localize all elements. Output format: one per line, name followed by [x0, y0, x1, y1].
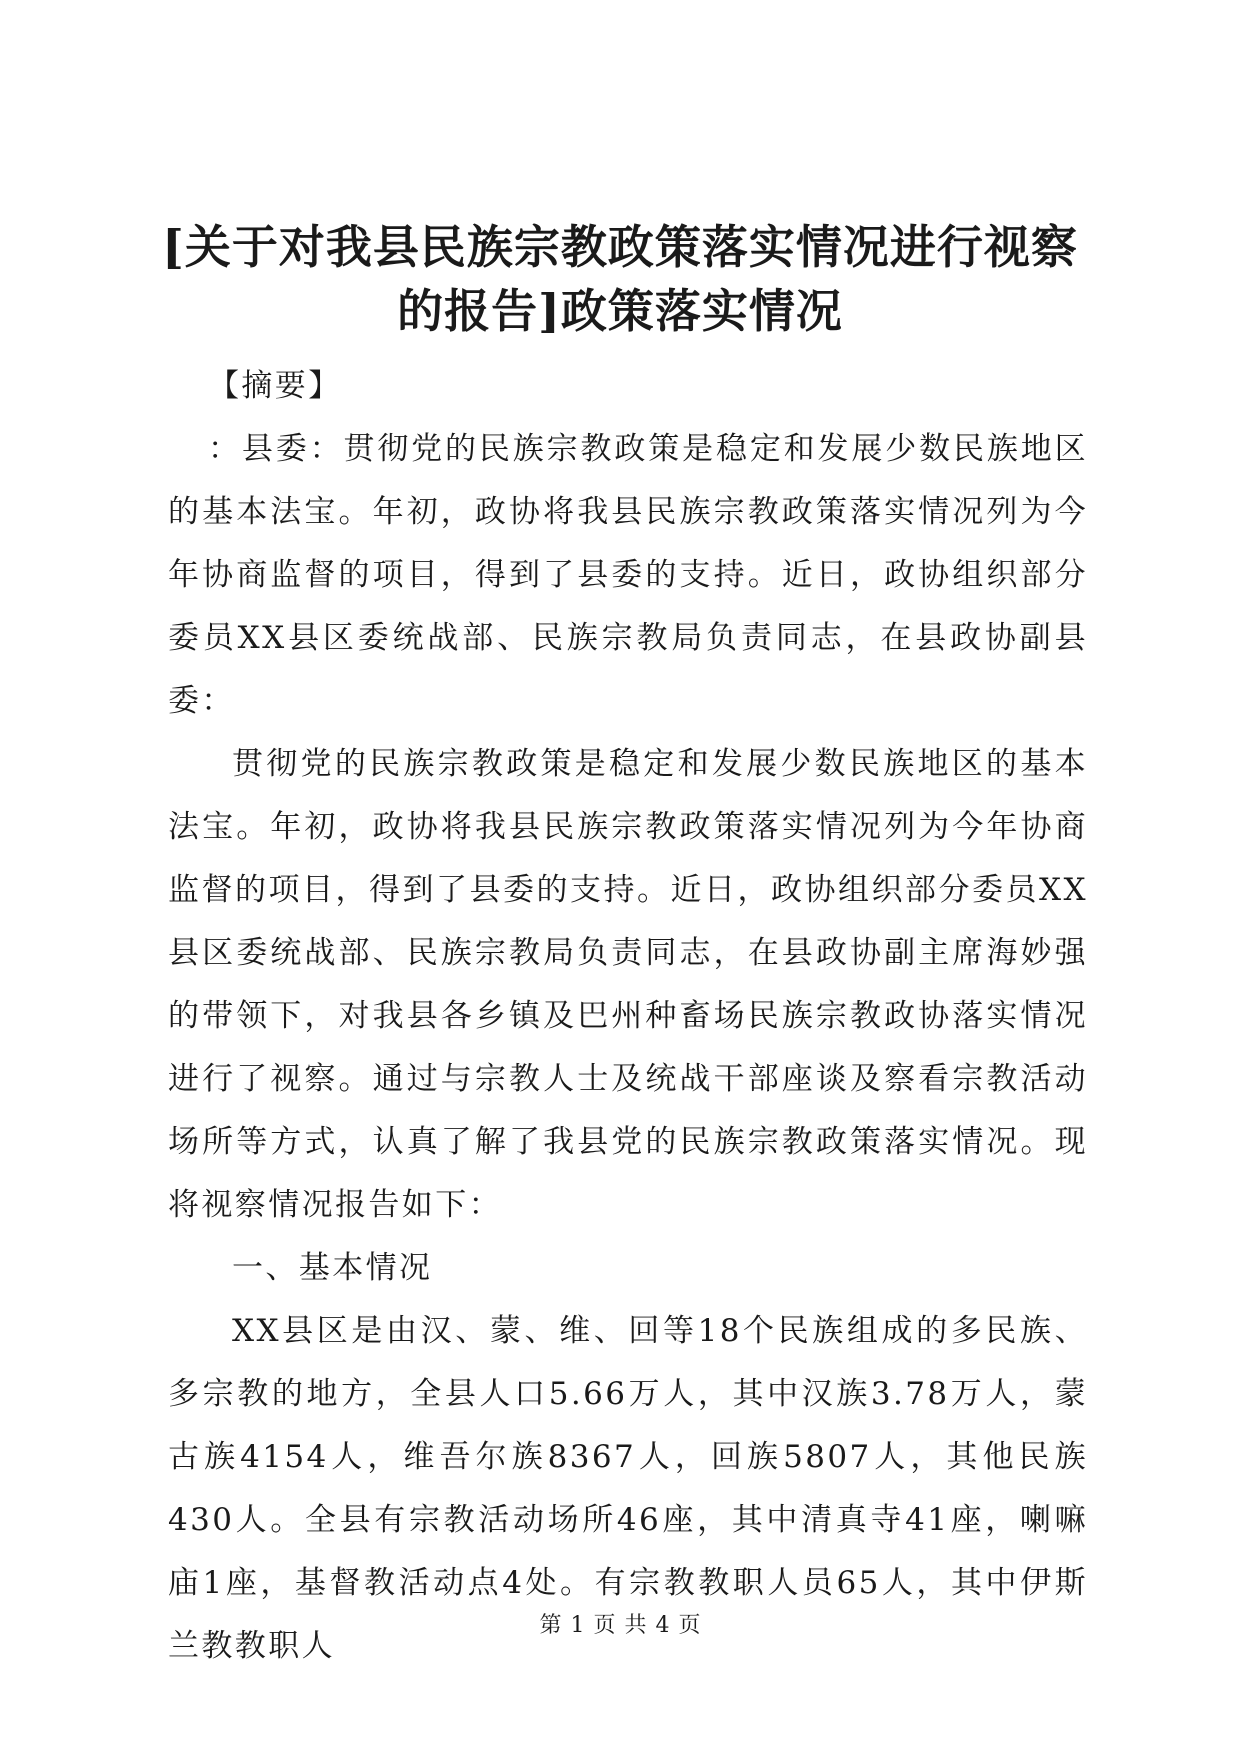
document-body: [168, 355, 1088, 1678]
paragraph-intro: 贯彻党的民族宗教政策是稳定和发展少数民族地区的基本法宝。年初，政协将我县民族宗教政策落实情况列为今年协商监督的项目，得到了县委的支持。近日，政协组织部分委员XX县区委统战部、民族宗教局负责同志，在县政协副主席海妙强的带领下，对我县各乡镇及巴州种畜场民族宗教政协落实情况进行了视察。通过与宗教人士及统战干部座谈及察看宗教活动场所等方式，认真了解了我县党的民族宗教政策落实情况。现将视察情况报告如下：: [168, 746, 1088, 1223]
page-footer: 第 1 页 共 4 页: [539, 1613, 702, 1638]
paragraph-summary: ：县委：贯彻党的民族宗教政策是稳定和发展少数民族地区的基本法宝。年初，政协将我县民族宗教政策落实情况列为今年协商监督的项目，得到了县委的支持。近日，政协组织部分委员XX县区委统战部、民族宗教局负责同志，在县政协副县委：: [168, 431, 1088, 719]
abstract-label: 【摘要】: [208, 368, 342, 404]
title-line-1: [关于对我县民族宗教政策落实情况进行视察: [162, 220, 1078, 274]
document-title: [150, 215, 1090, 343]
paragraph-basic-info: XX县区是由汉、蒙、维、回等18个民族组成的多民族、多宗教的地方，全县人口5.66万人，其中汉族3.78万人，蒙古族4154人，维吾尔族8367人，回族5807人，其他民族430人。全县有宗教活动场所46座，其中清真寺41座，喇嘛庙1座，基督教活动点4处。有宗教教职人员65人，其中伊斯兰教教职人: [168, 1313, 1088, 1664]
section-heading: 一、基本情况: [232, 1250, 433, 1286]
title-line-2: 的报告]政策落实情况: [397, 284, 843, 338]
